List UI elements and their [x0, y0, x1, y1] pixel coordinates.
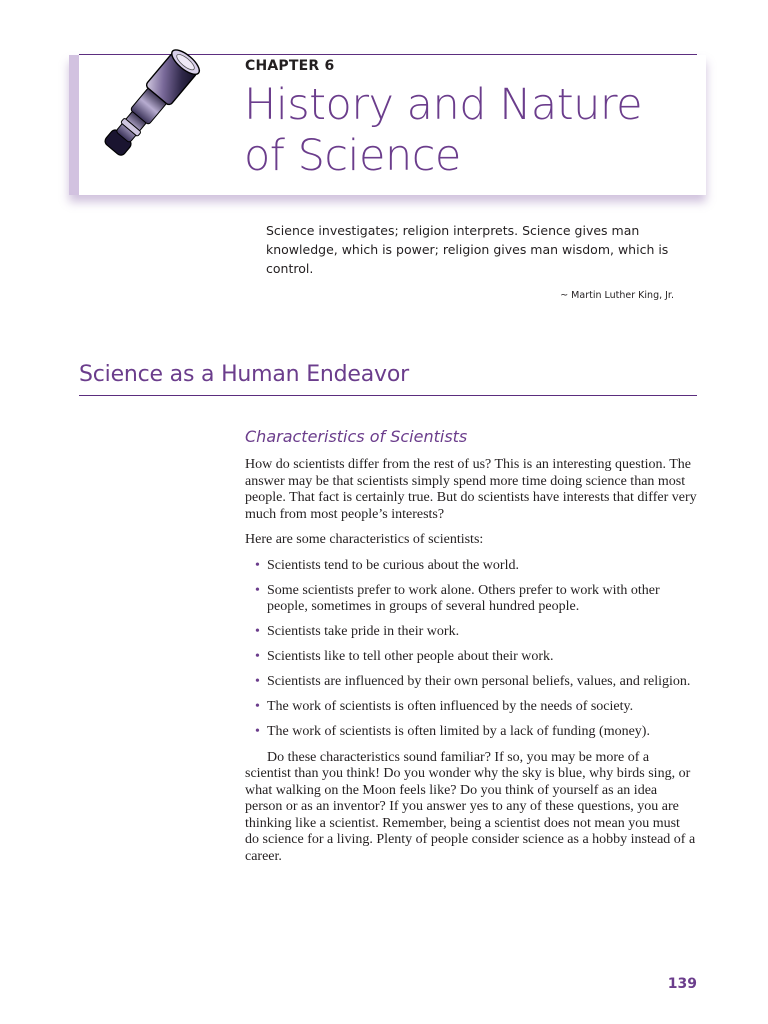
characteristics-list — [245, 558, 697, 741]
intro-paragraph: How do scientists differ from the rest of us? This is an interesting question. The answer may be that scientists simply spend more time doing science than most people. That fact is certainly true. But do scientists have interests that differ very much from most people’s interests? — [245, 457, 697, 522]
section-rule — [79, 395, 697, 396]
list-item — [245, 649, 697, 666]
list-item — [245, 699, 697, 716]
bullet-icon: • — [255, 624, 260, 639]
chapter-title-line1: History and Nature — [244, 80, 643, 130]
chapter-label: CHAPTER 6 — [245, 58, 335, 74]
list-item-text: Scientists take pride in their work. — [267, 624, 460, 639]
list-item-text: The work of scientists is often limited by a lack of funding (money). — [267, 724, 650, 739]
bullet-icon: • — [255, 557, 260, 573]
closing-paragraph: Do these characteristics sound familiar? If so, you may be more of a scientist than you think! Do you wonder why the sky is blue, why birds sing, or what walking on the Moon feels like? Do you think of yourself as an idea person or as an inventor? If you answer yes to any of these questions, you are thinking like a scientist. Remember, being a scientist does not mean you must do science for a living. Plenty of people consider science as a hobby instead of a career. — [245, 749, 696, 864]
body-text — [245, 457, 697, 874]
subsection-title: Characteristics of Scientists — [245, 427, 468, 446]
list-item — [245, 674, 697, 691]
quote-attribution: ~ Martin Luther King, Jr. — [560, 290, 674, 301]
list-item-text: Scientists tend to be curious about the world. — [267, 557, 519, 573]
bullet-icon: • — [255, 699, 260, 714]
list-item — [245, 724, 697, 741]
epigraph-quote: Science investigates; religion interprets. Science gives man knowledge, which is power; religion gives man wisdom, which is control. — [266, 223, 669, 276]
list-item — [245, 583, 697, 616]
list-item — [245, 558, 697, 575]
chapter-title — [244, 80, 684, 182]
telescope-icon — [88, 24, 218, 174]
list-item-text: Some scientists prefer to work alone. Others prefer to work with other people, sometimes in groups of several hundred people. — [267, 582, 660, 614]
list-item-text: The work of scientists is often influenced by the needs of society. — [267, 699, 634, 714]
list-item-text: Scientists like to tell other people about their work. — [267, 649, 554, 664]
list-item — [245, 624, 697, 641]
list-intro: Here are some characteristics of scientists: — [245, 532, 484, 547]
bullet-icon: • — [255, 649, 260, 664]
bullet-icon: • — [255, 724, 260, 739]
section-title: Science as a Human Endeavor — [79, 362, 409, 387]
chapter-title-line2: of Science — [244, 131, 461, 181]
bullet-icon: • — [255, 582, 260, 598]
list-item-text: Scientists are influenced by their own personal beliefs, values, and religion. — [267, 674, 691, 689]
bullet-icon: • — [255, 674, 260, 689]
page-number: 139 — [667, 976, 697, 992]
